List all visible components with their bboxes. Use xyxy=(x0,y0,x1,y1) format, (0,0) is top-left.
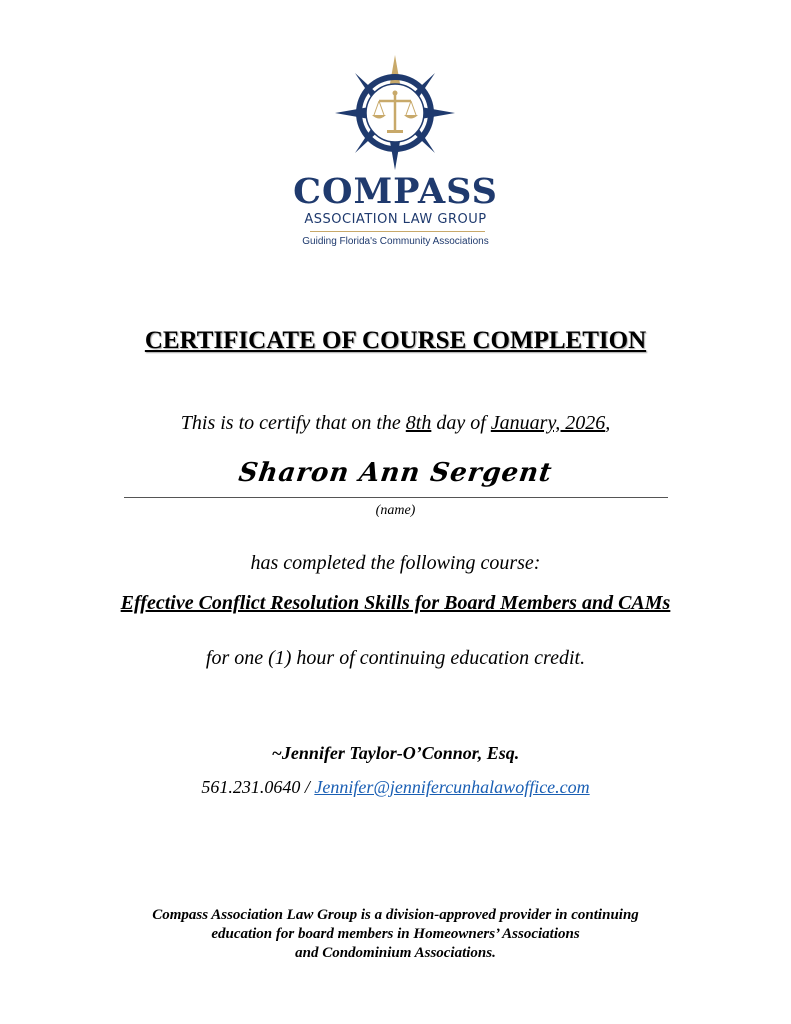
certify-prefix: This is to certify that on the xyxy=(180,412,406,434)
company-logo xyxy=(0,55,791,255)
completion-date: January, 2026 xyxy=(490,412,606,434)
logo-name: COMPASS xyxy=(293,171,498,212)
credit-text: for one (1) hour of continuing education credit. xyxy=(205,647,586,669)
completed-text: has completed the following course: xyxy=(250,552,541,574)
provider-statement-line-3: and Condominium Associations. xyxy=(295,945,496,961)
name-caption: (name) xyxy=(375,503,416,518)
name-underline xyxy=(124,497,668,498)
signer-name: ~Jennifer Taylor-O’Connor, Esq. xyxy=(271,743,520,763)
certify-middle: day of xyxy=(431,412,491,434)
signer-phone: 561.231.0640 xyxy=(201,777,301,797)
recipient-name: Sharon Ann Sergent xyxy=(236,458,555,488)
logo-divider xyxy=(310,231,485,232)
compass-scales-icon xyxy=(335,55,455,170)
provider-statement xyxy=(0,906,791,963)
course-title: Effective Conflict Resolution Skills for Board Members and CAMs xyxy=(120,592,671,614)
logo-tagline: Guiding Florida's Community Associations xyxy=(302,236,489,247)
certify-suffix: , xyxy=(605,412,611,434)
contact-separator: / xyxy=(300,777,315,797)
logo-subtitle: ASSOCIATION LAW GROUP xyxy=(304,212,487,227)
provider-statement-line-2: education for board members in Homeowners’ Associations xyxy=(211,926,580,942)
provider-statement-line-1: Compass Association Law Group is a division-approved provider in continuing xyxy=(152,907,639,923)
certificate-title: CERTIFICATE OF COURSE COMPLETION xyxy=(144,327,647,354)
signer-contact xyxy=(0,777,791,798)
signer-email-link[interactable]: Jennifer@jennifercunhalawoffice.com xyxy=(314,777,590,797)
completion-day: 8th xyxy=(405,412,432,434)
certify-statement xyxy=(0,412,791,435)
